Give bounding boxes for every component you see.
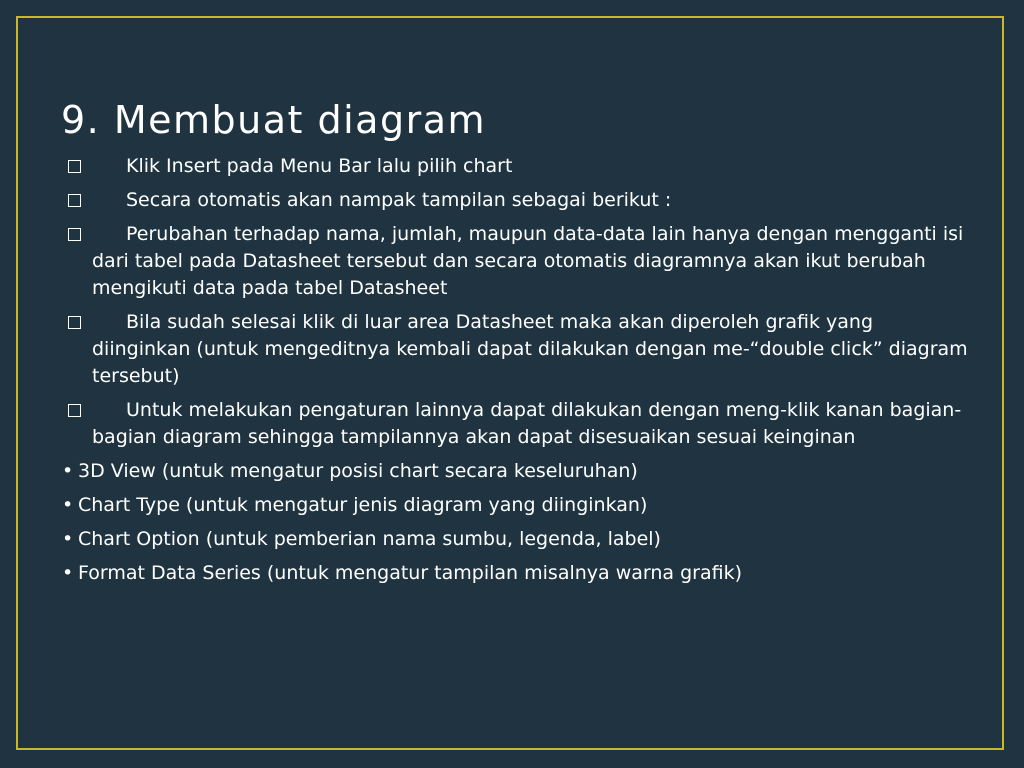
bullet-dot-icon: • [62,494,74,516]
checkbox-bullet-icon [68,404,81,417]
checkbox-list-item [62,309,977,390]
checkbox-item-text: Untuk melakukan pengaturan lainnya dapat dilakukan dengan meng-klik kanan bagian-bagian diagram sehingga tampilannya akan dapat disesuaikan sesuai keinginan [92,399,962,448]
checkbox-list-item [62,153,977,180]
bullet-item-text: Chart Type (untuk mengatur jenis diagram yang diinginkan) [78,494,648,516]
checkbox-list-item [62,187,977,214]
checkbox-bullet-icon [68,316,81,329]
slide-content [62,153,977,594]
checkbox-item-text: Secara otomatis akan nampak tampilan sebagai berikut : [126,189,672,211]
bullet-dot-icon: • [62,562,74,584]
bullet-item-text: Chart Option (untuk pemberian nama sumbu, legenda, label) [78,528,661,550]
checkbox-item-text: Klik Insert pada Menu Bar lalu pilih chart [126,155,513,177]
slide-title: 9. Membuat diagram [61,98,486,142]
checkbox-item-text: Perubahan terhadap nama, jumlah, maupun data-data lain hanya dengan mengganti isi dari tabel pada Datasheet tersebut dan secara otomatis diagramnya akan ikut berubah mengikuti data pada tabel Datasheet [92,223,964,299]
bullet-item-text: 3D View (untuk mengatur posisi chart secara keseluruhan) [78,460,638,482]
checkbox-item-text: Bila sudah selesai klik di luar area Datasheet maka akan diperoleh grafik yang diinginkan (untuk mengeditnya kembali dapat dilakukan dengan me-“double click” diagram tersebut) [92,311,968,387]
checkbox-bullet-icon [68,228,81,241]
checkbox-bullet-icon [68,160,81,173]
bullet-dot-icon: • [62,460,74,482]
checkbox-list-item [62,221,977,302]
checkbox-bullet-icon [68,194,81,207]
bullet-list-item [62,560,977,587]
bullet-list-item [62,526,977,553]
bullet-list-item [62,492,977,519]
checkbox-list-item [62,397,977,451]
bullet-item-text: Format Data Series (untuk mengatur tampilan misalnya warna grafik) [78,562,742,584]
bullet-dot-icon: • [62,528,74,550]
bullet-list-item [62,458,977,485]
